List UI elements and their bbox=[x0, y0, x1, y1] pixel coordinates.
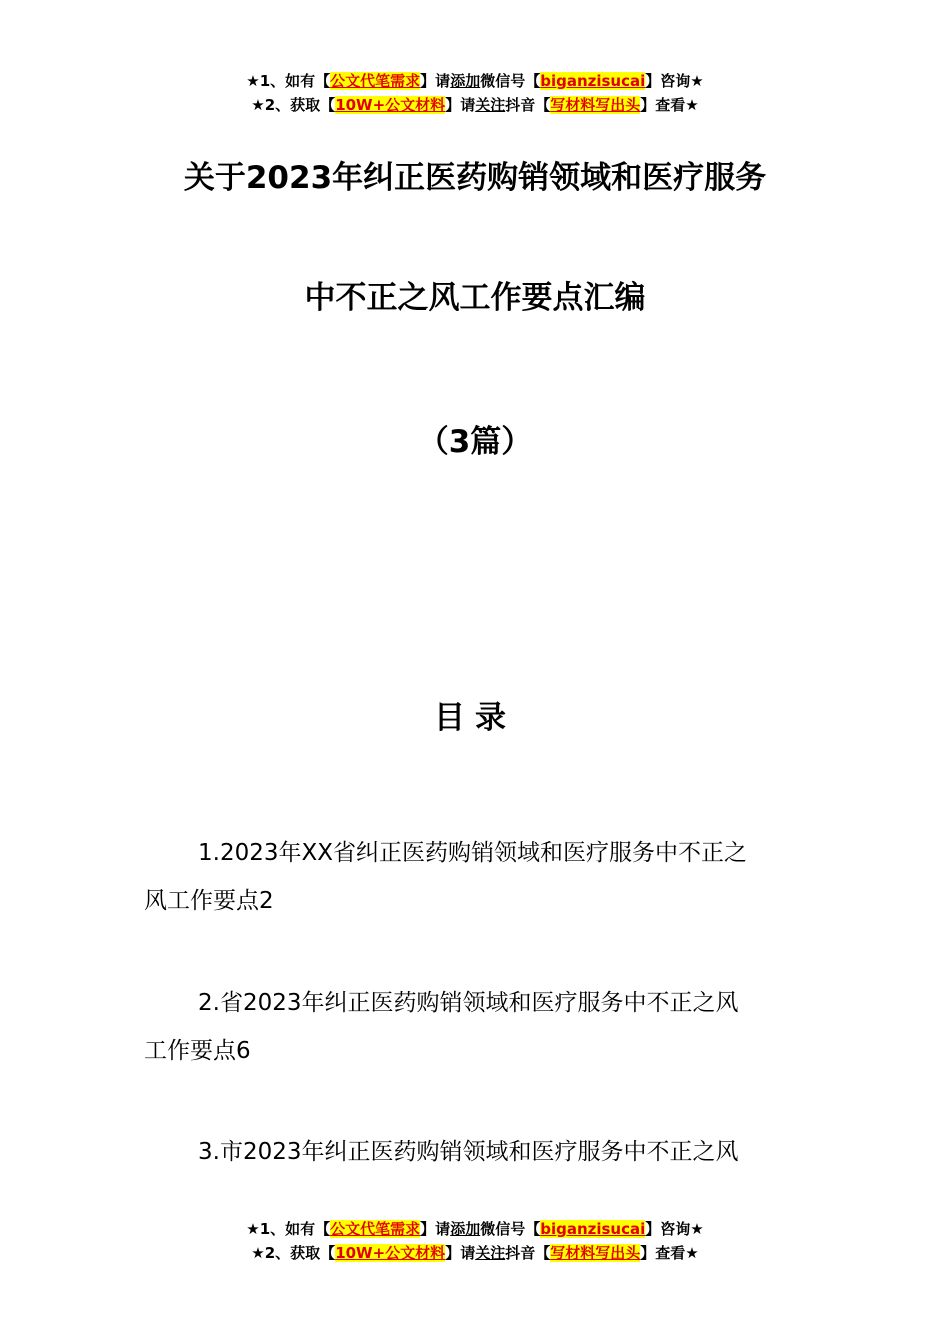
promo-text: ★1、如有【 bbox=[246, 1220, 331, 1238]
promo-highlight: 公文代笔需求 bbox=[330, 1220, 421, 1238]
promo-line-2 bbox=[0, 93, 950, 117]
promo-text: ★2、获取【 bbox=[251, 1244, 336, 1262]
promo-text: 】咨询★ bbox=[645, 72, 704, 90]
promo-underline: 关注 bbox=[475, 1244, 506, 1262]
toc-entry-2[interactable] bbox=[144, 979, 808, 1075]
document-title-count: （3篇） bbox=[417, 424, 533, 460]
promo-underline: 关注 bbox=[475, 96, 506, 114]
toc-entry-text: 风工作要点2 bbox=[144, 888, 274, 914]
promo-highlight: 公文代笔需求 bbox=[330, 72, 421, 90]
promo-highlight: 写材料写出头 bbox=[550, 96, 641, 114]
promo-text: 】请 bbox=[445, 1244, 476, 1262]
toc-entry-text: 2.省2023年纠正医药购销领域和医疗服务中不正之风 bbox=[198, 990, 739, 1016]
promo-highlight: 写材料写出头 bbox=[550, 1244, 641, 1262]
promo-underline: 添加 bbox=[450, 1220, 481, 1238]
promo-text: ★1、如有【 bbox=[246, 72, 331, 90]
bottom-promo-banner bbox=[0, 1217, 950, 1265]
promo-line-2 bbox=[0, 1241, 950, 1265]
promo-text: 微信号【 bbox=[480, 1220, 541, 1238]
promo-highlight: biganzisucai bbox=[540, 72, 646, 90]
promo-text: 微信号【 bbox=[480, 72, 541, 90]
promo-text: 】请 bbox=[445, 96, 476, 114]
promo-highlight: biganzisucai bbox=[540, 1220, 646, 1238]
toc-entry-3[interactable] bbox=[144, 1128, 808, 1176]
toc-entry-text: 工作要点6 bbox=[144, 1038, 251, 1064]
top-promo-banner bbox=[0, 69, 950, 117]
toc-heading: 目录 bbox=[434, 700, 516, 736]
promo-line-1 bbox=[0, 69, 950, 93]
promo-text: 】请 bbox=[420, 1220, 451, 1238]
document-title-line-2: 中不正之风工作要点汇编 bbox=[304, 280, 646, 316]
promo-text: 】请 bbox=[420, 72, 451, 90]
promo-highlight: 10W+公文材料 bbox=[335, 1244, 446, 1262]
promo-text: 抖音【 bbox=[505, 96, 551, 114]
promo-underline: 添加 bbox=[450, 72, 481, 90]
promo-highlight: 10W+公文材料 bbox=[335, 96, 446, 114]
promo-line-1 bbox=[0, 1217, 950, 1241]
promo-text: 】查看★ bbox=[640, 1244, 699, 1262]
promo-text: 】查看★ bbox=[640, 96, 699, 114]
toc-entry-text: 1.2023年XX省纠正医药购销领域和医疗服务中不正之 bbox=[198, 840, 747, 866]
toc-entry-text: 3.市2023年纠正医药购销领域和医疗服务中不正之风 bbox=[198, 1139, 739, 1165]
promo-text: 抖音【 bbox=[505, 1244, 551, 1262]
document-title-line-1: 关于2023年纠正医药购销领域和医疗服务 bbox=[183, 160, 767, 196]
promo-text: ★2、获取【 bbox=[251, 96, 336, 114]
promo-text: 】咨询★ bbox=[645, 1220, 704, 1238]
toc-entry-1[interactable] bbox=[144, 829, 808, 925]
